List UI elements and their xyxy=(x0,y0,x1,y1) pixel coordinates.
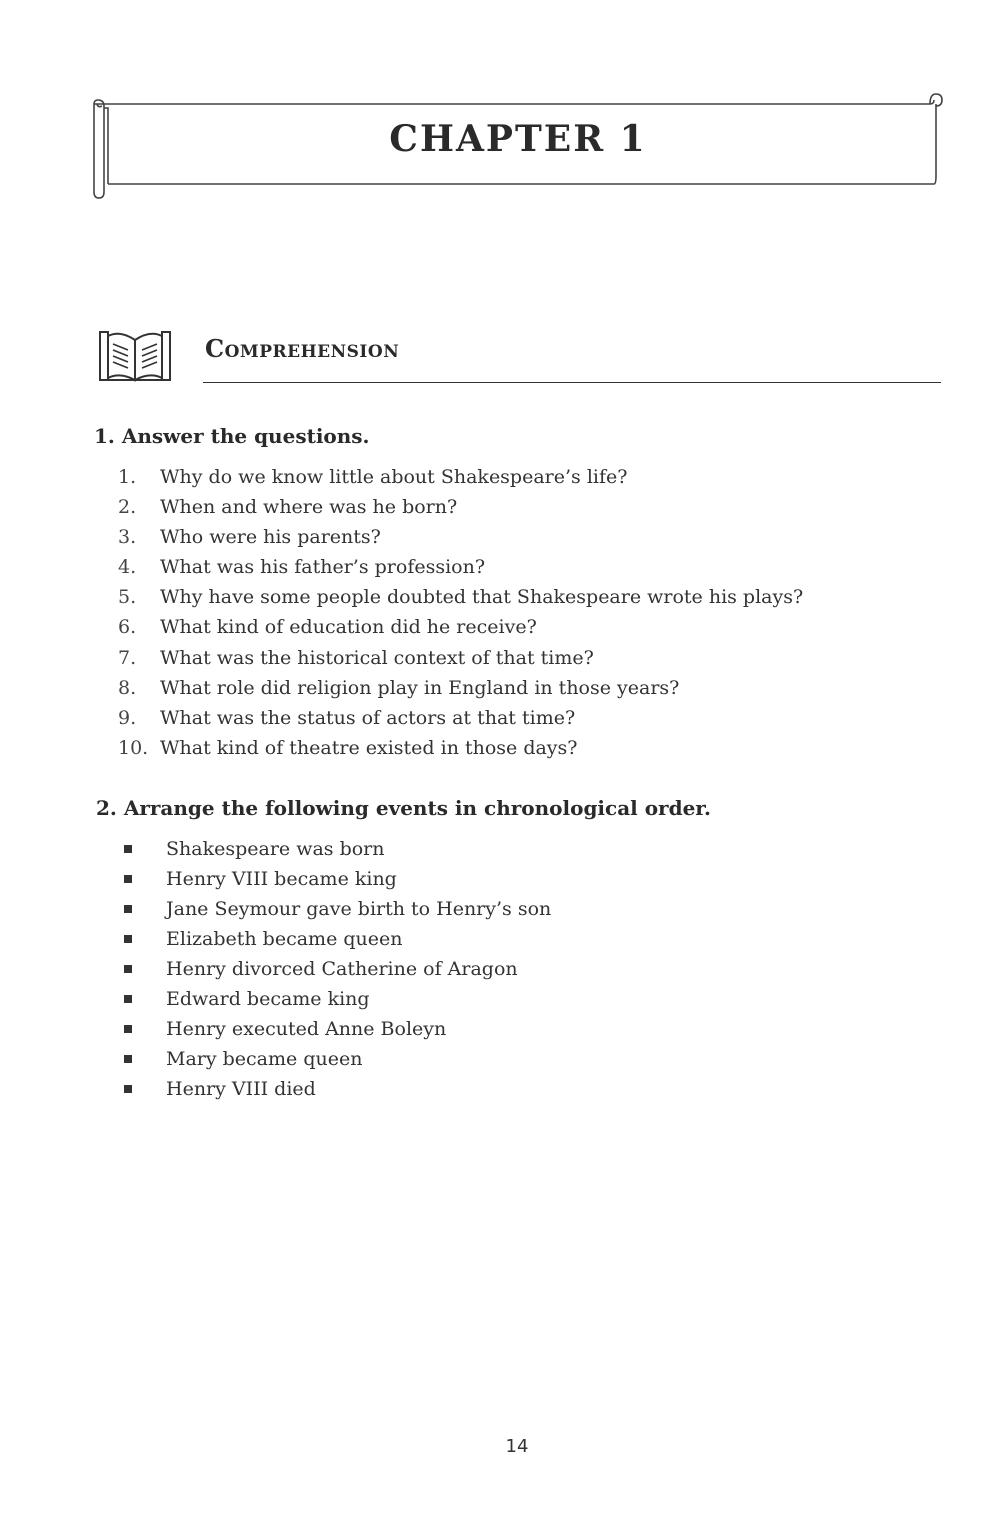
page-number: 14 xyxy=(505,1436,529,1457)
item-number: 9. xyxy=(118,706,137,729)
events-list xyxy=(120,834,551,1104)
list-item xyxy=(118,522,803,552)
list-item xyxy=(120,834,551,864)
section-divider xyxy=(203,382,941,383)
section-heading: Comprehension xyxy=(205,334,400,363)
item-text: Who were his parents? xyxy=(160,526,381,549)
item-text: Why have some people doubted that Shakespeare wrote his plays? xyxy=(160,586,804,609)
item-text: What was the historical context of that time? xyxy=(160,646,594,669)
square-bullet-icon xyxy=(124,1085,132,1093)
list-item xyxy=(118,462,803,492)
list-item xyxy=(120,1044,551,1074)
open-book-icon xyxy=(98,326,172,384)
question-list xyxy=(118,462,803,763)
list-item xyxy=(118,582,803,612)
list-item xyxy=(120,1074,551,1104)
item-text: Henry VIII became king xyxy=(166,868,397,890)
list-item xyxy=(118,643,803,673)
square-bullet-icon xyxy=(124,845,132,853)
list-item xyxy=(118,552,803,582)
item-text: When and where was he born? xyxy=(160,496,458,519)
item-number: 7. xyxy=(118,646,137,669)
item-text: Elizabeth became queen xyxy=(166,928,403,950)
exercise-1-heading: 1. Answer the questions. xyxy=(94,424,370,448)
exercise-2-heading: 2. Arrange the following events in chronological order. xyxy=(96,796,711,820)
square-bullet-icon xyxy=(124,1055,132,1063)
item-text: Jane Seymour gave birth to Henry’s son xyxy=(166,898,552,920)
item-number: 10. xyxy=(118,736,149,759)
item-number: 3. xyxy=(118,526,137,549)
item-text: Shakespeare was born xyxy=(166,838,385,860)
item-number: 1. xyxy=(118,466,137,488)
list-item xyxy=(118,673,803,703)
list-item xyxy=(118,612,803,642)
list-item xyxy=(118,492,803,522)
list-item xyxy=(120,954,551,984)
item-text: What kind of theatre existed in those days? xyxy=(160,736,578,759)
item-text: What was his father’s profession? xyxy=(160,556,486,579)
square-bullet-icon xyxy=(124,1025,132,1033)
item-text: Why do we know little about Shakespeare’s life? xyxy=(160,466,628,488)
item-text: Mary became queen xyxy=(166,1048,363,1070)
item-text: Henry executed Anne Boleyn xyxy=(166,1018,447,1040)
list-item xyxy=(120,894,551,924)
list-item xyxy=(118,733,803,763)
square-bullet-icon xyxy=(124,875,132,883)
item-number: 8. xyxy=(118,676,137,699)
item-number: 2. xyxy=(118,496,137,519)
list-item xyxy=(120,924,551,954)
item-text: Edward became king xyxy=(166,988,370,1010)
item-text: What kind of education did he receive? xyxy=(160,616,537,639)
list-item xyxy=(118,703,803,733)
list-item xyxy=(120,1014,551,1044)
item-number: 6. xyxy=(118,616,137,639)
list-item xyxy=(120,864,551,894)
square-bullet-icon xyxy=(124,995,132,1003)
item-number: 5. xyxy=(118,586,137,609)
square-bullet-icon xyxy=(124,965,132,973)
list-item xyxy=(120,984,551,1014)
item-text: Henry divorced Catherine of Aragon xyxy=(166,958,518,980)
chapter-title: CHAPTER 1 xyxy=(389,118,647,160)
item-text: Henry VIII died xyxy=(166,1078,316,1100)
item-text: What was the status of actors at that time? xyxy=(160,706,576,729)
square-bullet-icon xyxy=(124,935,132,943)
square-bullet-icon xyxy=(124,905,132,913)
item-text: What role did religion play in England in those years? xyxy=(160,676,680,699)
item-number: 4. xyxy=(118,556,137,579)
